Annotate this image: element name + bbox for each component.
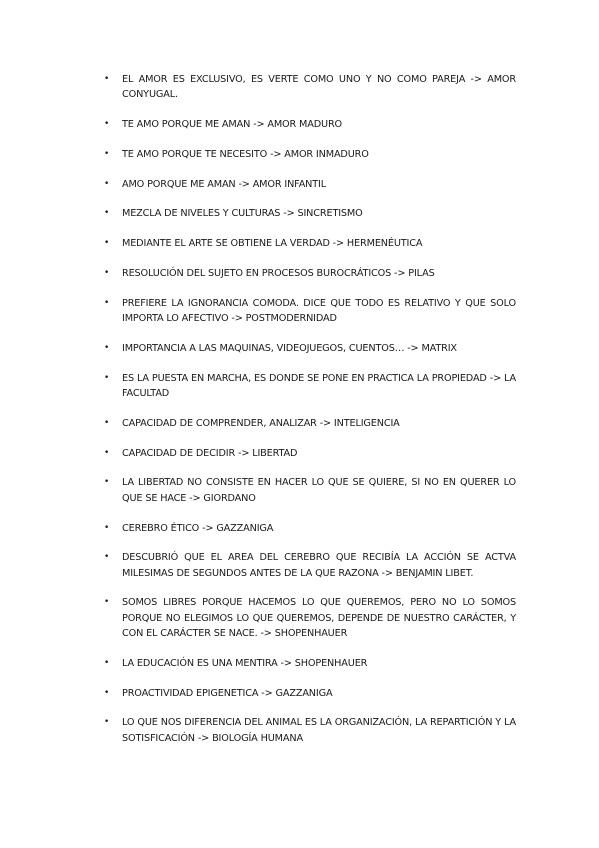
list-item (104, 475, 516, 506)
list-item-text: ES LA PUESTA EN MARCHA, ES DONDE SE PONE EN PRACTICA LA PROPIEDAD -> LA FACULTAD (122, 372, 516, 400)
list-item-text: DESCUBRIÓ QUE EL AREA DEL CEREBRO QUE RECIBÍA LA ACCIÓN SE ACTVA MILESIMAS DE SEGUNDOS ANTES DE LA QUE RAZONA -> BENJAMIN LIBET. (122, 552, 516, 579)
list-item (104, 206, 516, 221)
list-item (104, 117, 516, 132)
list-item-text: LO QUE NOS DIFERENCIA DEL ANIMAL ES LA ORGANIZACIÓN, LA REPARTICIÓN Y LA SOTISFICACIÓN -> BIOLOGÍA HUMANA (122, 717, 516, 744)
bullet-icon: • (104, 119, 110, 130)
list-item-text: CAPACIDAD DE DECIDIR -> LIBERTAD (122, 447, 298, 459)
list-item (104, 72, 516, 103)
notes-bullet-list (104, 72, 516, 761)
list-item-text: LA EDUCACIÓN ES UNA MENTIRA -> SHOPENHAUER (122, 657, 368, 669)
list-item (104, 416, 516, 431)
bullet-icon: • (104, 238, 110, 249)
bullet-icon: • (104, 717, 110, 728)
list-item (104, 521, 516, 536)
list-item-text: AMO PORQUE ME AMAN -> AMOR INFANTIL (122, 178, 326, 190)
list-item (104, 296, 516, 327)
list-item (104, 656, 516, 671)
bullet-icon: • (104, 552, 110, 563)
bullet-icon: • (104, 417, 110, 428)
bullet-icon: • (104, 342, 110, 353)
bullet-icon: • (104, 477, 110, 488)
bullet-icon: • (104, 522, 110, 533)
list-item (104, 341, 516, 356)
list-item (104, 595, 516, 641)
list-item-text: IMPORTANCIA A LAS MAQUINAS, VIDEOJUEGOS, CUENTOS… -> MATRIX (122, 342, 457, 354)
list-item (104, 147, 516, 162)
list-item-text: MEDIANTE EL ARTE SE OBTIENE LA VERDAD -> HERMENÉUTICA (122, 238, 423, 250)
bullet-icon: • (104, 178, 110, 189)
list-item-text: SOMOS LIBRES PORQUE HACEMOS LO QUE QUEREMOS, PERO NO LO SOMOS PORQUE NO ELEGIMOS LO QUE QUEREMOS, DEPENDE DE NUESTRO CARÁCTER, Y CON EL CARÁCTER SE NACE. -> SHOPENHAUER (122, 597, 516, 640)
list-item-text: PROACTIVIDAD EPIGENETICA -> GAZZANIGA (122, 687, 333, 699)
bullet-icon: • (104, 268, 110, 279)
list-item (104, 446, 516, 461)
list-item-text: CAPACIDAD DE COMPRENDER, ANALIZAR -> INTELIGENCIA (122, 417, 400, 429)
bullet-icon: • (104, 657, 110, 668)
list-item (104, 236, 516, 251)
bullet-icon: • (104, 372, 110, 383)
list-item (104, 177, 516, 192)
bullet-icon: • (104, 687, 110, 698)
list-item-text: CEREBRO ÉTICO -> GAZZANIGA (122, 522, 274, 534)
bullet-icon: • (104, 208, 110, 219)
list-item-text: TE AMO PORQUE TE NECESITO -> AMOR INMADURO (122, 148, 369, 160)
bullet-icon: • (104, 597, 110, 608)
list-item (104, 266, 516, 281)
bullet-icon: • (104, 148, 110, 159)
list-item (104, 686, 516, 701)
list-item-text: TE AMO PORQUE ME AMAN -> AMOR MADURO (122, 119, 343, 131)
bullet-icon: • (104, 74, 110, 84)
list-item (104, 550, 516, 581)
list-item (104, 371, 516, 402)
list-item-text: PREFIERE LA IGNORANCIA COMODA. DICE QUE TODO ES RELATIVO Y QUE SOLO IMPORTA LO AFECTIVO -> POSTMODERNIDAD (122, 297, 516, 325)
list-item-text: LA LIBERTAD NO CONSISTE EN HACER LO QUE SE QUIERE, SI NO EN QUERER LO QUE SE HACE -> GIORDANO (122, 477, 516, 504)
bullet-icon: • (104, 297, 110, 308)
bullet-icon: • (104, 447, 110, 458)
list-item (104, 715, 516, 746)
list-item-text: MEZCLA DE NIVELES Y CULTURAS -> SINCRETISMO (122, 208, 363, 220)
list-item-text: EL AMOR ES EXCLUSIVO, ES VERTE COMO UNO Y NO COMO PAREJA -> AMOR CONYUGAL. (122, 74, 516, 101)
list-item-text: RESOLUCIÓN DEL SUJETO EN PROCESOS BUROCRÁTICOS -> PILAS (122, 268, 435, 280)
